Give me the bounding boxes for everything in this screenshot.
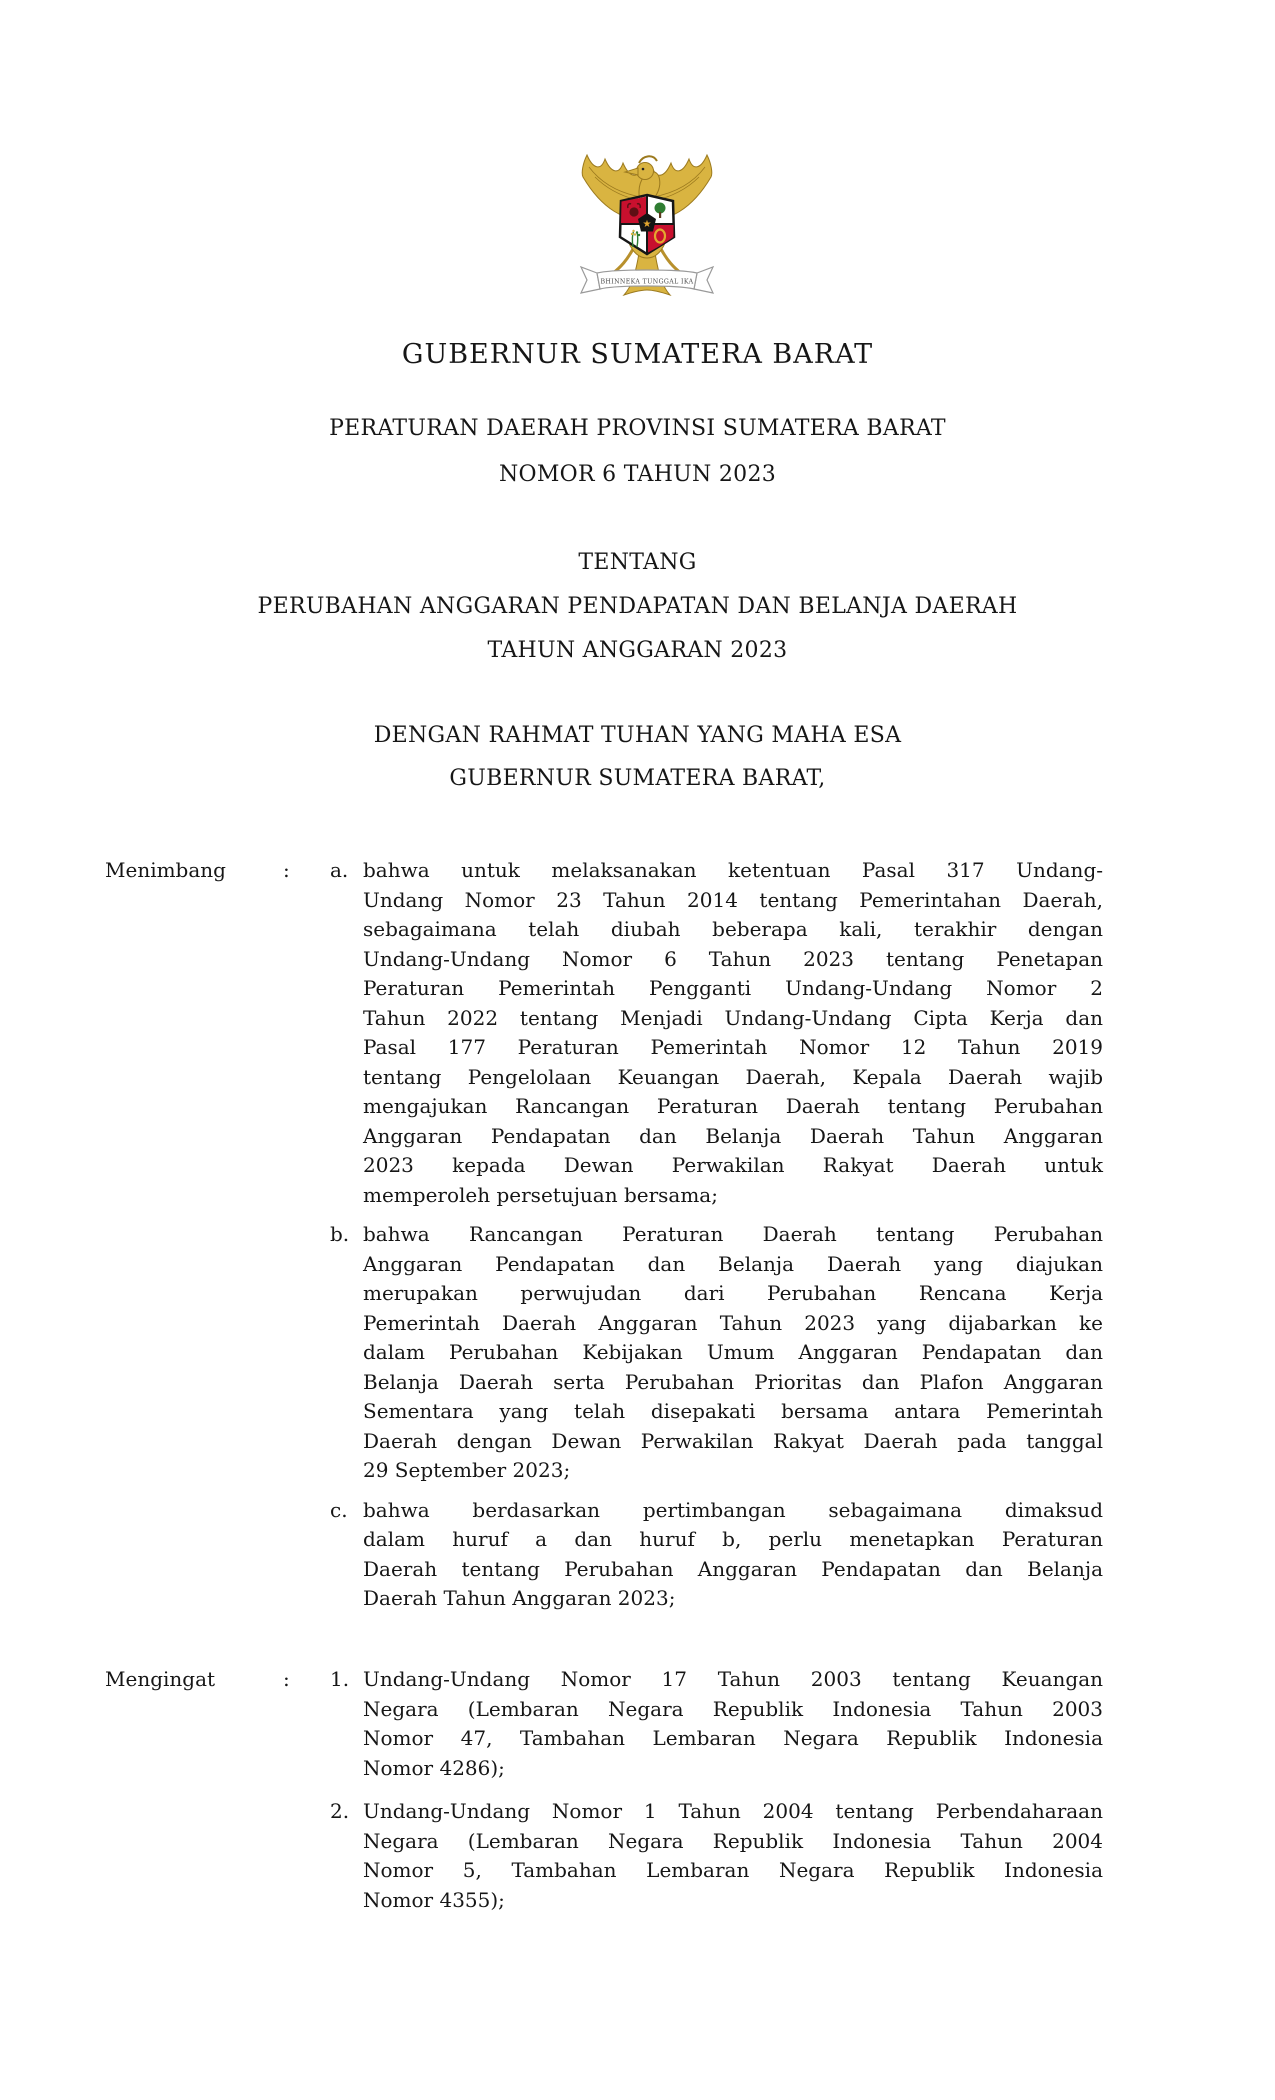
item-label: 1.	[330, 1667, 350, 1691]
list-item	[330, 1797, 1105, 1915]
subject-line-2: TAHUN ANGGARAN 2023	[487, 638, 788, 663]
text-line: Pemerintah Daerah Anggaran Tahun 2023 yang dijabarkan ke	[363, 1310, 1103, 1335]
text-line: Undang Nomor 23 Tahun 2014 tentang Pemerintahan Daerah,	[363, 887, 1103, 912]
list-item	[330, 1665, 1105, 1783]
issuer-line: GUBERNUR SUMATERA BARAT,	[449, 766, 826, 791]
section-colon: :	[283, 1667, 290, 1691]
text-line: Peraturan Pemerintah Pengganti Undang-Undang Nomor 2	[363, 976, 1103, 1000]
text-line: bahwa Rancangan Peraturan Daerah tentang Perubahan	[363, 1222, 1103, 1246]
text-line: sebagaimana telah diubah beberapa kali, terakhir dengan	[363, 917, 1103, 941]
section-label-menimbang: Menimbang	[105, 858, 226, 882]
list-item	[330, 856, 1105, 1210]
text-line: Anggaran Pendapatan dan Belanja Daerah yang diajukan	[363, 1251, 1103, 1276]
text-line: Daerah dengan Dewan Perwakilan Rakyat Daerah pada tanggal	[363, 1428, 1103, 1453]
section-menimbang	[105, 856, 1105, 1614]
text-line: Anggaran Pendapatan dan Belanja Daerah Tahun Anggaran	[363, 1123, 1103, 1148]
text-line: 2023 kepada Dewan Perwakilan Rakyat Daerah untuk	[363, 1153, 1103, 1177]
menimbang-items	[330, 856, 1105, 1614]
item-label: c.	[330, 1497, 348, 1522]
regulation-number-line: NOMOR 6 TAHUN 2023	[498, 462, 777, 487]
section-colon: :	[283, 858, 290, 882]
regulation-type-line: PERATURAN DAERAH PROVINSI SUMATERA BARAT	[329, 416, 946, 441]
text-line: Undang-Undang Nomor 17 Tahun 2003 tentang Keuangan	[363, 1667, 1103, 1691]
emblem-motto: BHINNEKA TUNGGAL IKA	[600, 278, 694, 286]
text-line: Sementara yang telah disepakati bersama antara Pemerintah	[363, 1399, 1103, 1423]
item-label: a.	[330, 858, 349, 882]
invocation-line: DENGAN RAHMAT TUHAN YANG MAHA ESA	[373, 723, 902, 748]
text-line: Nomor 4355);	[363, 1887, 505, 1912]
item-text	[363, 1220, 1103, 1486]
text-line: merupakan perwujudan dari Perubahan Rencana Kerja	[363, 1281, 1103, 1305]
text-line: dalam Perubahan Kebijakan Umum Anggaran Pendapatan dan	[363, 1340, 1103, 1364]
item-text	[363, 1797, 1103, 1915]
mengingat-items	[330, 1665, 1105, 1915]
text-line: Pasal 177 Peraturan Pemerintah Nomor 12 Tahun 2019	[363, 1035, 1103, 1059]
section-mengingat	[105, 1665, 1105, 1915]
text-line: Nomor 47, Tambahan Lembaran Negara Republik Indonesia	[363, 1726, 1103, 1750]
text-line: Negara (Lembaran Negara Republik Indonesia Tahun 2004	[363, 1828, 1103, 1853]
text-line: Nomor 5, Tambahan Lembaran Negara Republik Indonesia	[363, 1858, 1103, 1882]
text-line: memperoleh persetujuan bersama;	[363, 1182, 718, 1207]
authority-title: GUBERNUR SUMATERA BARAT	[401, 339, 874, 370]
item-text	[363, 1665, 1103, 1783]
text-line: tentang Pengelolaan Keuangan Daerah, Kepala Daerah wajib	[363, 1064, 1103, 1089]
text-line: Negara (Lembaran Negara Republik Indonesia Tahun 2003	[363, 1696, 1103, 1721]
item-text	[363, 856, 1103, 1210]
text-line: mengajukan Rancangan Peraturan Daerah tentang Perubahan	[363, 1094, 1103, 1118]
text-line: Nomor 4286);	[363, 1755, 505, 1780]
text-line: Daerah tentang Perubahan Anggaran Pendapatan dan Belanja	[363, 1556, 1103, 1581]
item-label: b.	[330, 1222, 350, 1246]
text-line: dalam huruf a dan huruf b, perlu menetapkan Peraturan	[363, 1527, 1103, 1551]
list-item	[330, 1220, 1105, 1486]
text-line: Undang-Undang Nomor 1 Tahun 2004 tentang Perbendaharaan	[363, 1799, 1103, 1823]
text-line: bahwa berdasarkan pertimbangan sebagaimana dimaksud	[363, 1497, 1103, 1522]
subject-line-1: PERUBAHAN ANGGARAN PENDAPATAN DAN BELANJA DAERAH	[257, 594, 1018, 619]
text-line: Tahun 2022 tentang Menjadi Undang-Undang Cipta Kerja dan	[363, 1005, 1103, 1030]
text-line: Undang-Undang Nomor 6 Tahun 2023 tentang Penetapan	[363, 946, 1103, 971]
text-line: Belanja Daerah serta Perubahan Prioritas dan Plafon Anggaran	[363, 1369, 1103, 1394]
text-line: Daerah Tahun Anggaran 2023;	[363, 1586, 676, 1610]
text-line: bahwa untuk melaksanakan ketentuan Pasal 317 Undang-	[363, 858, 1103, 882]
section-label-mengingat: Mengingat	[105, 1667, 216, 1691]
pancasila-star-icon: ★	[642, 219, 652, 230]
item-text	[363, 1496, 1103, 1614]
item-label: 2.	[330, 1799, 350, 1823]
text-line: 29 September 2023;	[363, 1458, 571, 1482]
list-item	[330, 1496, 1105, 1614]
about-label: TENTANG	[578, 550, 697, 575]
garuda-pancasila-emblem	[577, 136, 717, 308]
